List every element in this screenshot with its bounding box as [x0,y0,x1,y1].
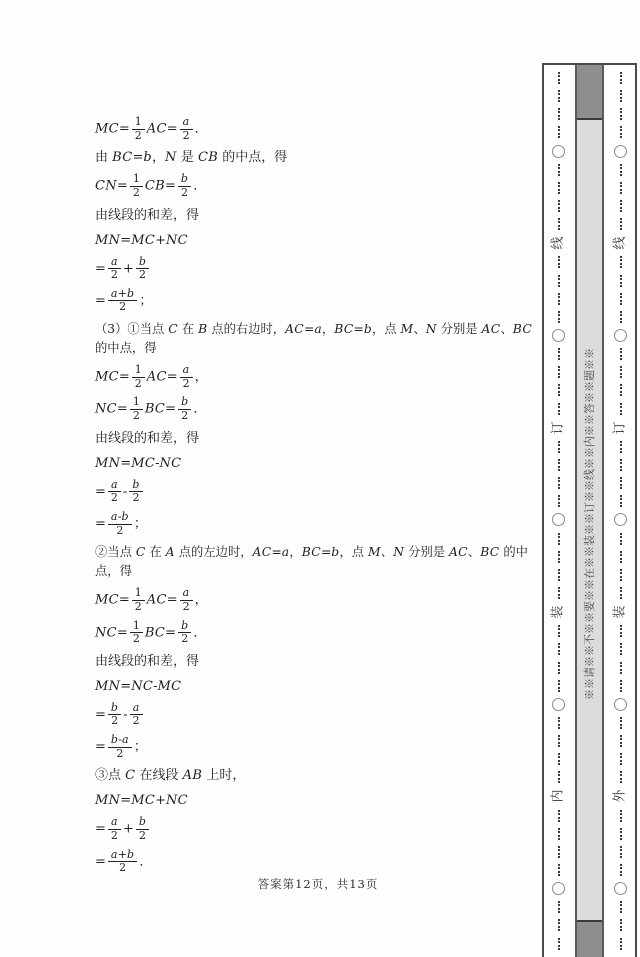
dotted-line-segment [558,846,560,858]
fraction: $\frac{b}{2}$ [136,816,149,842]
dotted-line-segment [620,126,622,138]
dotted-line-segment [558,717,560,729]
fraction: $\frac{1}{2}$ [132,116,145,142]
dotted-line-segment [620,348,622,360]
fraction: $\frac{b}{2}$ [136,256,149,282]
circle-marker [552,882,565,895]
solution-line: MN=MC+NC [95,793,188,809]
dotted-line-segment [558,662,560,674]
dotted-line-segment [558,569,560,581]
dotted-line-segment [558,72,560,84]
solution-line: MC= $\frac{1}{2}$ AC= $\frac{a}{2}$ ， [95,363,208,390]
dotted-line-segment [558,182,560,194]
dotted-line-segment [558,919,560,931]
dotted-line-segment [558,625,560,637]
dotted-line-segment [620,72,622,84]
dotted-line-segment [620,459,622,471]
fraction: $\frac{a}{2}$ [130,702,143,728]
solution-line: = $\frac{b-a}{2}$ ； [95,733,147,760]
fraction: $\frac{b-a}{2}$ [108,734,132,760]
dotted-line-segment [558,753,560,765]
solution-line: = $\frac{a}{2}$ - $\frac{b}{2}$ [95,479,541,505]
dotted-line-segment [620,256,622,268]
circle-marker [552,698,565,711]
solution-line: = $\frac{a}{2}$ + $\frac{b}{2}$ [95,256,541,282]
dotted-line-segment [620,753,622,765]
dotted-line-segment [620,90,622,102]
dotted-line-segment [620,403,622,415]
circle-marker [614,145,627,158]
dotted-line-segment [620,771,622,783]
fraction: $\frac{1}{2}$ [130,396,143,422]
solution-line: CN= $\frac{1}{2}$ CB= $\frac{b}{2}$ ． [95,172,207,199]
dotted-line-segment [558,311,560,323]
dotted-line-segment [558,810,560,822]
dotted-line-segment [558,771,560,783]
dotted-line-segment [620,901,622,913]
binding-char: 线 [550,236,566,250]
binding-strip [542,63,637,957]
dotted-line-segment [558,828,560,840]
fraction: $\frac{1}{2}$ [130,620,143,646]
fraction: $\frac{b}{2}$ [129,479,142,505]
fraction: $\frac{b}{2}$ [178,396,191,422]
dotted-line-segment [558,477,560,489]
circle-marker [552,145,565,158]
dotted-line-segment [558,643,560,655]
fraction: $\frac{a+b}{2}$ [108,849,137,875]
dotted-line-segment [558,533,560,545]
binding-char: 外 [612,789,628,803]
dotted-line-segment [558,735,560,747]
fraction: $\frac{a}{2}$ [108,479,121,505]
binding-char: 订 [550,421,566,435]
solution-line: = $\frac{a-b}{2}$ ； [95,509,147,537]
fraction: $\frac{a+b}{2}$ [108,288,137,314]
binding-column-outer [606,65,637,957]
dotted-line-segment [558,293,560,305]
fraction: $\frac{1}{2}$ [130,173,143,199]
fraction: $\frac{b}{2}$ [178,173,191,199]
dotted-line-segment [620,846,622,858]
circle-marker [614,329,627,342]
dotted-line-segment [620,810,622,822]
dotted-line-segment [558,384,560,396]
binding-column-inner [542,65,573,957]
solution-line: MC= $\frac{1}{2}$ AC= $\frac{a}{2}$ ， [95,586,208,613]
fraction: $\frac{a-b}{2}$ [108,511,132,537]
dotted-line-segment [620,919,622,931]
solution-line: NC= $\frac{1}{2}$ BC= $\frac{b}{2}$ ． [95,618,207,646]
dotted-line-segment [558,864,560,876]
circle-marker [614,698,627,711]
fraction: $\frac{b}{2}$ [108,702,121,728]
dotted-line-segment [558,366,560,378]
dotted-line-segment [620,200,622,212]
solution-line: NC= $\frac{1}{2}$ BC= $\frac{b}{2}$ ． [95,395,207,423]
dotted-line-segment [558,348,560,360]
fraction: $\frac{b}{2}$ [178,620,191,646]
dotted-line-segment [620,495,622,507]
dotted-line-segment [620,311,622,323]
circle-marker [552,329,565,342]
binding-bar-bottom-block [577,920,602,957]
dotted-line-segment [620,441,622,453]
solution-line: 由 BC=b，N 是 CB 的中点，得 [95,150,288,166]
binding-char: 装 [612,605,628,619]
solution-text-block [95,116,541,881]
fraction: $\frac{1}{2}$ [132,587,145,613]
dotted-line-segment [558,938,560,950]
dotted-line-segment [558,164,560,176]
dotted-line-segment [620,643,622,655]
dotted-line-segment [620,384,622,396]
dotted-line-segment [620,662,622,674]
solution-line: = $\frac{a}{2}$ + $\frac{b}{2}$ [95,816,541,842]
binding-bar-top-block [577,65,602,120]
fraction: $\frac{1}{2}$ [132,364,145,390]
binding-char: 装 [550,605,566,619]
solution-line: = $\frac{a+b}{2}$ ； [95,286,153,314]
dotted-line-segment [620,182,622,194]
fraction: $\frac{a}{2}$ [180,587,193,613]
binding-char: 内 [550,789,566,803]
dotted-line-segment [620,717,622,729]
circle-marker [614,882,627,895]
dotted-line-segment [558,256,560,268]
dotted-line-segment [558,901,560,913]
fraction: $\frac{a}{2}$ [180,116,193,142]
solution-line: MC= $\frac{1}{2}$ AC= $\frac{a}{2}$ ． [95,115,208,142]
dotted-line-segment [558,108,560,120]
dotted-line-segment [620,477,622,489]
dotted-line-segment [620,680,622,692]
binding-char: 线 [612,236,628,250]
dotted-line-segment [620,293,622,305]
binding-char: 订 [612,421,628,435]
dotted-line-segment [620,533,622,545]
solution-line: ③点 C 在线段 AB 上时， [95,768,246,784]
dotted-line-segment [558,587,560,599]
fraction: $\frac{a}{2}$ [108,816,121,842]
solution-line: MN=MC+NC [95,232,188,248]
dotted-line-segment [558,495,560,507]
solution-line: = $\frac{a+b}{2}$ ． [95,847,153,875]
solution-line: MN=NC-MC [95,678,182,694]
dotted-line-segment [558,200,560,212]
dotted-line-segment [620,569,622,581]
dotted-line-segment [620,164,622,176]
dotted-line-segment [620,366,622,378]
solution-line: 由线段的和差，得 [95,430,200,446]
binding-gray-bar [575,65,604,957]
dotted-line-segment [620,828,622,840]
solution-line: 由线段的和差，得 [95,207,200,223]
dotted-line-segment [558,441,560,453]
circle-marker [614,513,627,526]
dotted-line-segment [558,218,560,230]
solution-line: = $\frac{b}{2}$ - $\frac{a}{2}$ [95,702,541,728]
dotted-line-segment [620,864,622,876]
dotted-line-segment [558,403,560,415]
dotted-line-segment [620,551,622,563]
dotted-line-segment [558,275,560,287]
dotted-line-segment [558,90,560,102]
dotted-line-segment [558,680,560,692]
dotted-line-segment [620,108,622,120]
dotted-line-segment [620,625,622,637]
dotted-line-segment [620,735,622,747]
dotted-line-segment [558,459,560,471]
dotted-line-segment [620,275,622,287]
dotted-line-segment [558,551,560,563]
circle-marker [552,513,565,526]
fraction: $\frac{a}{2}$ [180,364,193,390]
solution-line: MN=MC-NC [95,455,182,471]
dotted-line-segment [620,218,622,230]
solution-line: ②当点 C 在 A 点的左边时，AC=a，BC=b，点 M、N 分别是 AC、BC 的中点，得 [95,545,528,579]
page-number-footer: 答案第12页，共13页 [257,877,379,891]
solution-line: （3）①当点 C 在 B 点的右边时，AC=a，BC=b，点 M、N 分别是 AC、BC 的中点，得 [95,322,533,356]
binding-warning-text: ※※请※※不※※要※※在※※装※※订※※线※※内※※答※※题※※ [583,348,596,700]
dotted-line-segment [558,126,560,138]
dotted-line-segment [620,938,622,950]
dotted-line-segment [620,587,622,599]
solution-line: 由线段的和差，得 [95,653,200,669]
fraction: $\frac{a}{2}$ [108,256,121,282]
